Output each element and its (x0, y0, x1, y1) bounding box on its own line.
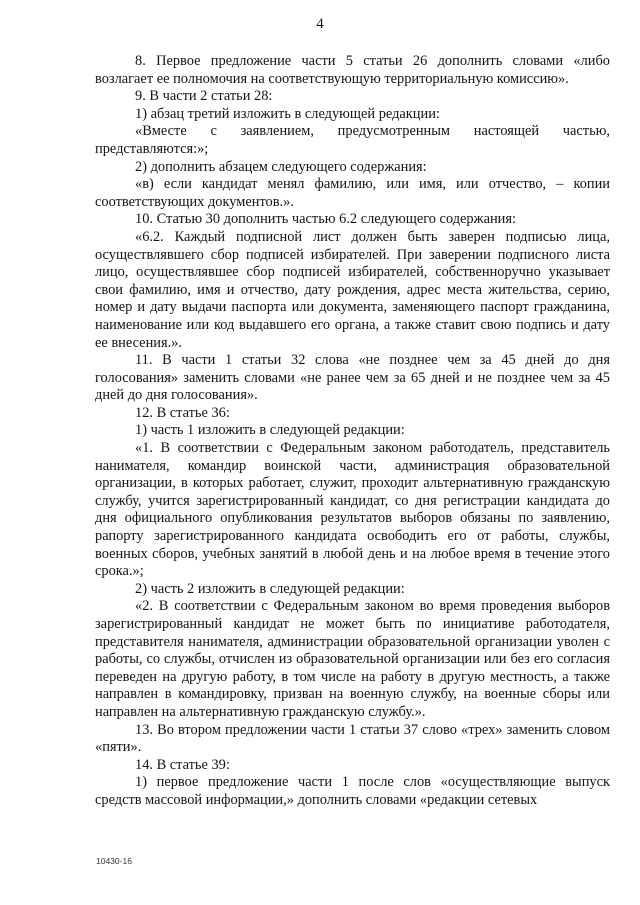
paragraph: 11. В части 1 статьи 32 слова «не позднее чем за 45 дней до дня голосования» заменить словами «не ранее чем за 65 дней и не позднее чем за 45 дней до дня голосования». (95, 352, 610, 404)
paragraph: 14. В статье 39: (135, 756, 230, 773)
paragraph: «в) если кандидат менял фамилию, или имя, или отчество, – копии соответствующих документов.». (95, 176, 610, 210)
paragraph: 12. В статье 36: (135, 404, 230, 421)
paragraph: 2) дополнить абзацем следующего содержания: (135, 158, 427, 175)
page-number: 4 (316, 16, 324, 32)
paragraph: 1) часть 1 изложить в следующей редакции: (135, 422, 405, 439)
paragraph: 1) абзац третий изложить в следующей редакции: (135, 105, 440, 122)
paragraph: «2. В соответствии с Федеральным законом во время проведения выборов зарегистрированный кандидат не может быть по инициативе работодателя, представителя нанимателя, администрации образовательной организации уволен с работы, со службы, отчислен из образовательной организации или без его согласия переведен на другую работу, в том числе на работу в другую местность, а также направлен в командировку, призван на военную службу, на военные сборы или направлен на альтернативную гражданскую службу.». (95, 598, 610, 720)
paragraph: 1) первое предложение части 1 после слов «осуществляющие выпуск средств массовой информации,» дополнить словами «редакции сетевых (95, 774, 610, 808)
paragraph: 2) часть 2 изложить в следующей редакции: (135, 580, 405, 597)
paragraph: «1. В соответствии с Федеральным законом работодатель, представитель нанимателя, командир воинской части, администрация образовательной организации, в которых работает, служит, проходит альтернативную гражданскую службу, учится зарегистрированный кандидат, со дня регистрации кандидата до дня официального опубликования результатов выборов обязаны по заявлению, рапорту зарегистрированного кандидата освободить его от работы, службы, военных сборов, учебных занятий в любой день и на любое время в течение этого срока.»; (95, 440, 610, 580)
paragraph: 13. Во втором предложении части 1 статьи 37 слово «трех» заменить словом «пяти». (95, 721, 610, 756)
paragraph: «6.2. Каждый подписной лист должен быть заверен подписью лица, осуществлявшего сбор подписей избирателей. При заверении подписного листа лицо, осуществлявшее сбор подписей избирателей, собственноручно указывает свои фамилию, имя и отчество, дату рождения, адрес места жительства, серию, номер и дату выдачи паспорта или документа, заменяющего паспорт гражданина, наименование или код выдавшего его органа, а также ставит свою подпись и дату ее внесения.». (95, 228, 610, 351)
paragraph: 8. Первое предложение части 5 статьи 26 дополнить словами «либо возлагает ее полномочия на соответствующую территориальную комиссию». (95, 53, 610, 87)
paragraph: 10. Статью 30 дополнить частью 6.2 следующего содержания: (135, 211, 516, 228)
paragraph: 9. В части 2 статьи 28: (135, 88, 273, 105)
document-body (95, 53, 610, 810)
paragraph: «Вместе с заявлением, предусмотренным настоящей частью, представляются:»; (95, 123, 610, 157)
document-code: 10430-16 (96, 856, 132, 866)
